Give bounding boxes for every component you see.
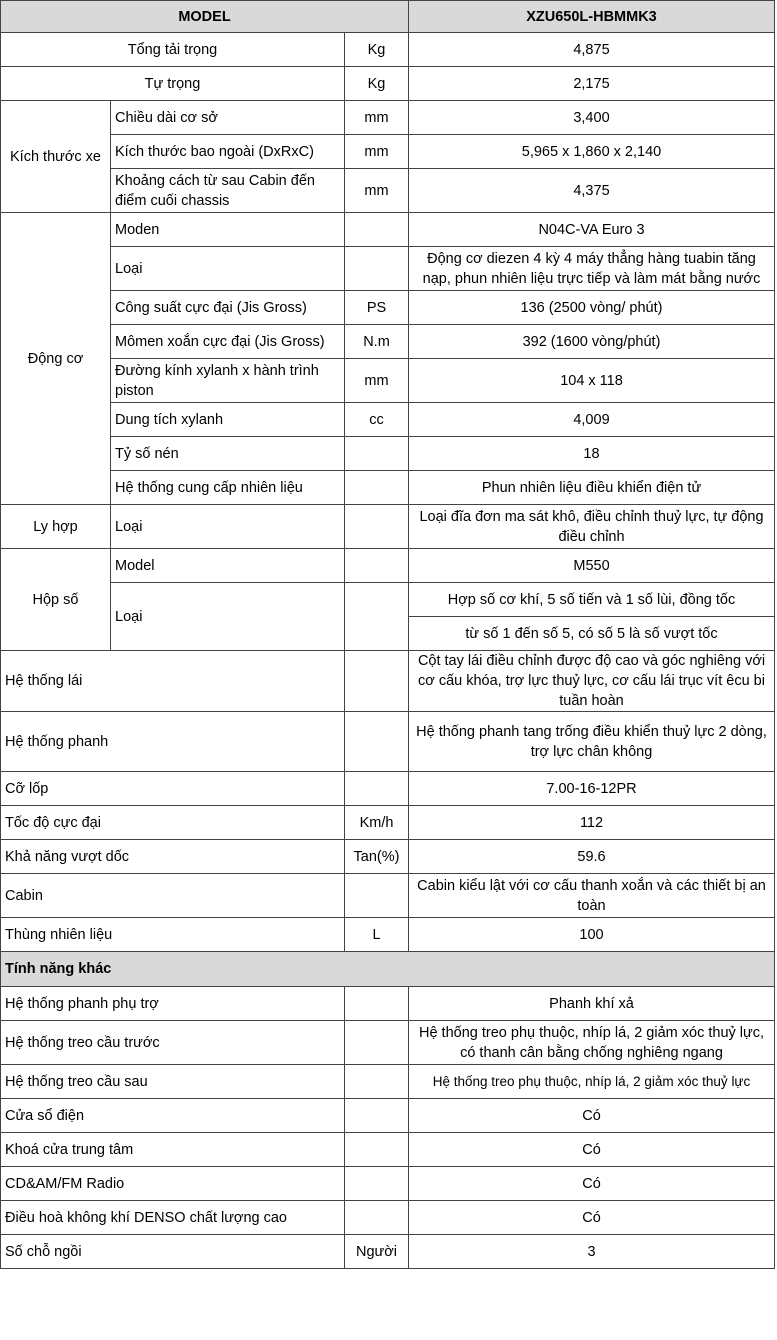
spec-unit: L [345,918,409,952]
spec-label: Cửa sổ điện [1,1099,345,1133]
table-row [1,247,775,291]
spec-value: 4,875 [409,33,775,67]
spec-label: Hệ thống cung cấp nhiên liệu [111,471,345,505]
spec-value: Loại đĩa đơn ma sát khô, điều chỉnh thuỷ lực, tự động điều chỉnh [409,505,775,549]
table-row [1,1133,775,1167]
spec-unit [345,1021,409,1065]
spec-label: Hệ thống treo cầu sau [1,1065,345,1099]
table-row [1,33,775,67]
spec-value: Cột tay lái điều chỉnh được độ cao và góc nghiêng với cơ cấu khóa, trợ lực thuỷ lực, cơ cấu lái trục vít êcu bi tuần hoàn [409,651,775,712]
spec-unit [345,1099,409,1133]
spec-label: Hệ thống phanh [1,712,345,772]
spec-value: 3,400 [409,101,775,135]
spec-label: Khả năng vượt dốc [1,840,345,874]
spec-value: 4,009 [409,403,775,437]
table-row [1,549,775,583]
table-row [1,101,775,135]
spec-value: 2,175 [409,67,775,101]
table-row [1,840,775,874]
spec-label: Tự trọng [1,67,345,101]
spec-value: 136 (2500 vòng/ phút) [409,291,775,325]
spec-label: Loại [111,583,345,651]
spec-label: Thùng nhiên liệu [1,918,345,952]
table-row [1,712,775,772]
spec-label: CD&AM/FM Radio [1,1167,345,1201]
spec-value: 18 [409,437,775,471]
table-row [1,1021,775,1065]
spec-unit [345,437,409,471]
spec-label: Dung tích xylanh [111,403,345,437]
spec-value: 7.00-16-12PR [409,772,775,806]
spec-label: Model [111,549,345,583]
spec-value: 5,965 x 1,860 x 2,140 [409,135,775,169]
table-row [1,169,775,213]
spec-value: 392 (1600 vòng/phút) [409,325,775,359]
spec-unit [345,1065,409,1099]
spec-unit: Kg [345,67,409,101]
table-row [1,403,775,437]
spec-unit [345,651,409,712]
table-row [1,471,775,505]
spec-value: 3 [409,1235,775,1269]
spec-label: Hệ thống treo cầu trước [1,1021,345,1065]
spec-value: Có [409,1167,775,1201]
spec-unit: N.m [345,325,409,359]
spec-value: Hệ thống treo phụ thuộc, nhíp lá, 2 giảm xóc thuỷ lực, có thanh cân bằng chống nghiêng ngang [409,1021,775,1065]
spec-label: Công suất cực đại (Jis Gross) [111,291,345,325]
header-model-label: MODEL [1,1,409,33]
table-row [1,918,775,952]
spec-label: Khoảng cách từ sau Cabin đến điểm cuối chassis [111,169,345,213]
spec-value: 104 x 118 [409,359,775,403]
spec-label: Chiều dài cơ sở [111,101,345,135]
spec-unit: Tan(%) [345,840,409,874]
group-label: Hộp số [1,549,111,651]
spec-label: Tổng tải trọng [1,33,345,67]
table-row [1,1065,775,1099]
spec-label: Loại [111,505,345,549]
spec-label: Đường kính xylanh x hành trình piston [111,359,345,403]
spec-unit [345,505,409,549]
table-row [1,505,775,549]
spec-label: Cabin [1,874,345,918]
spec-unit: cc [345,403,409,437]
spec-value: M550 [409,549,775,583]
group-label: Ly hợp [1,505,111,549]
spec-label: Điều hoà không khí DENSO chất lượng cao [1,1201,345,1235]
spec-value: Có [409,1133,775,1167]
spec-value: Hệ thống phanh tang trống điều khiển thuỷ lực 2 dòng, trợ lực chân không [409,712,775,772]
spec-value: Phanh khí xả [409,987,775,1021]
spec-value: Hệ thống treo phụ thuộc, nhíp lá, 2 giảm xóc thuỷ lực [409,1065,775,1099]
spec-value: Phun nhiên liệu điều khiển điện tử [409,471,775,505]
spec-value: N04C-VA Euro 3 [409,213,775,247]
spec-value: 59.6 [409,840,775,874]
spec-value: Cabin kiểu lật với cơ cấu thanh xoắn và các thiết bị an toàn [409,874,775,918]
table-row [1,806,775,840]
spec-label: Hệ thống phanh phụ trợ [1,987,345,1021]
table-row [1,772,775,806]
spec-label: Mômen xoắn cực đại (Jis Gross) [111,325,345,359]
table-row [1,291,775,325]
spec-unit [345,1167,409,1201]
section-title: Tính năng khác [1,952,775,987]
spec-unit: PS [345,291,409,325]
spec-unit [345,583,409,651]
spec-unit [345,772,409,806]
table-row [1,1201,775,1235]
spec-unit: Người [345,1235,409,1269]
spec-label: Khoá cửa trung tâm [1,1133,345,1167]
table-row [1,1235,775,1269]
group-label: Động cơ [1,213,111,505]
table-row [1,213,775,247]
spec-value: 4,375 [409,169,775,213]
spec-unit [345,1133,409,1167]
table-row [1,874,775,918]
spec-label: Tỷ số nén [111,437,345,471]
table-row [1,359,775,403]
spec-unit [345,247,409,291]
spec-unit [345,712,409,772]
table-row [1,1167,775,1201]
spec-label: Tốc độ cực đại [1,806,345,840]
spec-label: Hệ thống lái [1,651,345,712]
spec-unit: mm [345,101,409,135]
spec-unit: Kg [345,33,409,67]
spec-label: Loại [111,247,345,291]
table-row [1,1099,775,1133]
spec-unit [345,549,409,583]
table-row [1,437,775,471]
spec-unit: mm [345,135,409,169]
spec-value: Hợp số cơ khí, 5 số tiến và 1 số lùi, đồng tốc [409,583,775,617]
spec-value: từ số 1 đến số 5, có số 5 là số vượt tốc [409,617,775,651]
spec-unit: mm [345,359,409,403]
group-label: Kích thước xe [1,101,111,213]
spec-label: Kích thước bao ngoài (DxRxC) [111,135,345,169]
spec-label: Cỡ lốp [1,772,345,806]
spec-unit [345,874,409,918]
table-row [1,325,775,359]
table-row [1,987,775,1021]
spec-label: Moden [111,213,345,247]
spec-value: 112 [409,806,775,840]
table-row [1,583,775,617]
header-row [1,1,775,33]
spec-unit [345,213,409,247]
spec-value: 100 [409,918,775,952]
spec-unit [345,987,409,1021]
spec-value: Có [409,1201,775,1235]
spec-value: Động cơ diezen 4 kỳ 4 máy thẳng hàng tuabin tăng nạp, phun nhiên liệu trực tiếp và làm mát bằng nước [409,247,775,291]
spec-value: Có [409,1099,775,1133]
spec-unit [345,471,409,505]
header-model-value: XZU650L-HBMMK3 [409,1,775,33]
spec-unit: Km/h [345,806,409,840]
spec-unit: mm [345,169,409,213]
spec-label: Số chỗ ngồi [1,1235,345,1269]
table-row [1,135,775,169]
section-header-row [1,952,775,987]
spec-unit [345,1201,409,1235]
table-row [1,67,775,101]
table-row [1,651,775,712]
